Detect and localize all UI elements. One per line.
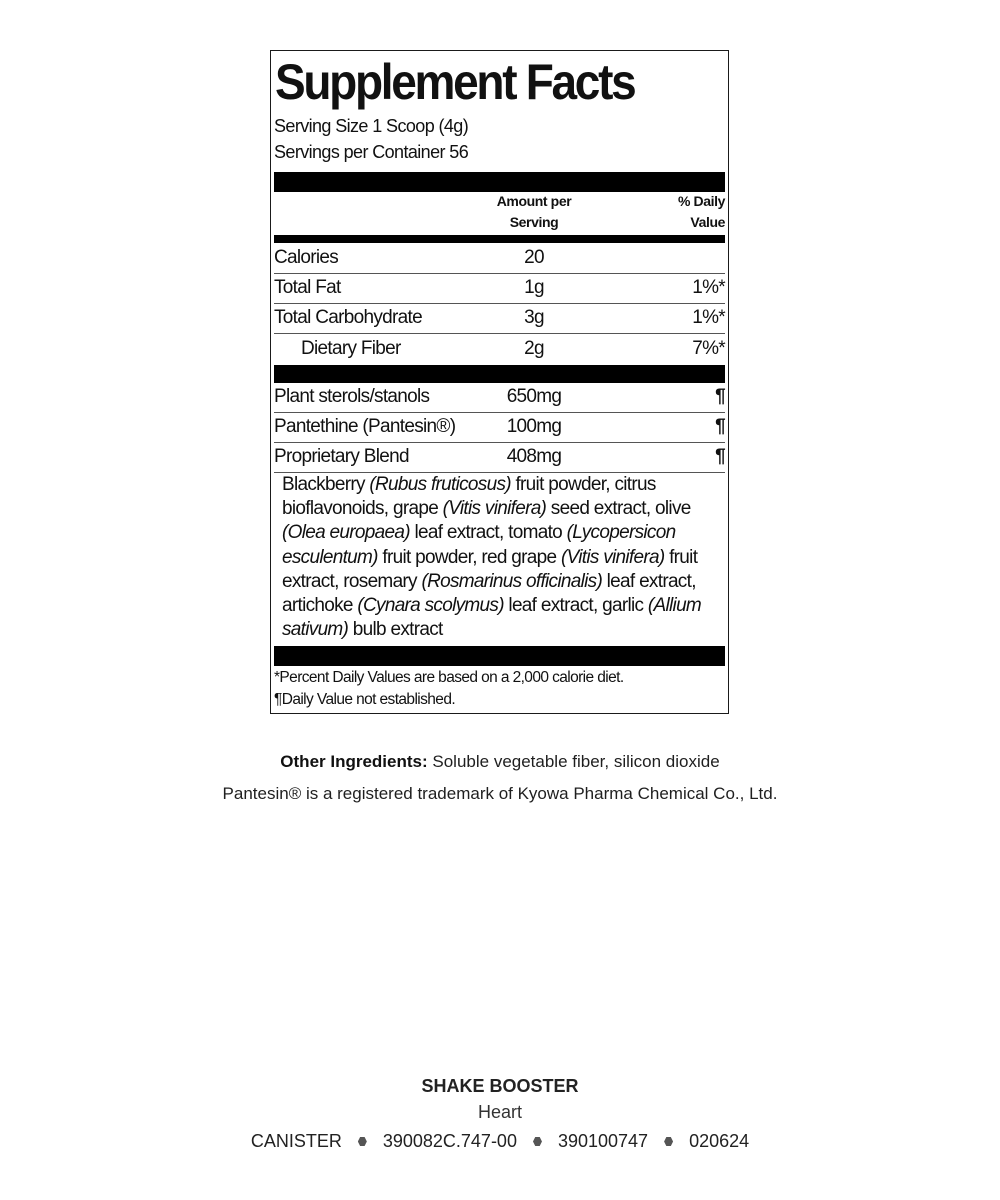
blend-text: fruit powder, red grape <box>377 546 561 568</box>
divider-medium <box>274 235 725 243</box>
hexagon-bullet-icon <box>533 1137 542 1146</box>
botanical-name: (Olea europaea) <box>282 522 410 544</box>
botanical-name: (Vitis vinifera) <box>442 498 547 520</box>
ingredient-row-proprietary-blend: Proprietary Blend 408mg ¶ <box>274 442 725 473</box>
nutrient-row-total-fat: Total Fat 1g 1%* <box>274 273 725 304</box>
footnote-daily-values: *Percent Daily Values are based on a 2,000 calorie diet. <box>274 669 624 686</box>
botanical-name: (Vitis vinifera) <box>560 546 665 568</box>
botanical-name: (Cynara scolymus) <box>357 595 504 617</box>
nutrient-row-calories: Calories 20 <box>274 243 725 274</box>
servings-per-container: Servings per Container 56 <box>274 142 469 162</box>
pilcrow-icon: ¶ <box>715 446 725 467</box>
botanical-name: (Lycopersicon esculentum) <box>282 522 676 568</box>
code-container-type: CANISTER <box>250 1131 342 1151</box>
blend-text: bulb extract <box>348 619 443 641</box>
nutrient-row-total-carbohydrate: Total Carbohydrate 3g 1%* <box>274 303 725 334</box>
other-ingredients-text: Soluble vegetable fiber, silicon dioxide <box>427 752 720 771</box>
divider-thick <box>274 646 725 666</box>
panel-title: Supplement Facts <box>275 54 635 110</box>
blend-text: leaf extract, artichoke <box>282 570 696 617</box>
divider-thick <box>274 172 725 192</box>
column-header-amount: Amount per Serving <box>496 193 572 230</box>
botanical-name: (Rubus fruticosus) <box>369 474 511 495</box>
ingredient-row-pantethine: Pantethine (Pantesin®) 100mg ¶ <box>274 412 725 443</box>
blend-text: Blackberry <box>282 474 370 495</box>
blend-text: fruit extract, rosemary <box>282 546 698 592</box>
column-header-daily-value: % Daily Value <box>678 193 725 230</box>
trademark-notice: Pantesin® is a registered trademark of Kyowa Pharma Chemical Co., Ltd. <box>222 784 778 803</box>
botanical-name: (Rosmarinus officinalis) <box>421 570 603 592</box>
product-name: SHAKE BOOSTER <box>421 1076 579 1096</box>
code-label-number: 390082C.747-00 <box>382 1131 517 1151</box>
blend-text: fruit powder, citrus bioflavonoids, grape <box>282 474 656 520</box>
supplement-facts-panel <box>270 50 729 714</box>
proprietary-blend-description <box>282 473 719 642</box>
nutrient-row-dietary-fiber: Dietary Fiber 2g 7%* <box>301 338 725 359</box>
product-codes <box>0 1131 1000 1152</box>
blend-text: leaf extract, garlic <box>503 595 648 617</box>
other-ingredients <box>0 752 1000 772</box>
pilcrow-icon: ¶ <box>715 416 725 437</box>
divider-thick <box>274 365 725 383</box>
serving-size: Serving Size 1 Scoop (4g) <box>274 116 469 136</box>
ingredient-row-plant-sterols: Plant sterols/stanols 650mg ¶ <box>274 382 725 413</box>
blend-text: seed extract, olive <box>546 498 691 520</box>
product-subtitle: Heart <box>477 1102 522 1122</box>
footnote-not-established: ¶Daily Value not established. <box>274 691 456 708</box>
blend-text: leaf extract, tomato <box>409 522 567 544</box>
botanical-name: (Allium sativum) <box>282 595 702 641</box>
other-ingredients-label: Other Ingredients: <box>280 752 428 771</box>
pilcrow-icon: ¶ <box>715 386 725 407</box>
hexagon-bullet-icon <box>358 1137 367 1146</box>
code-date: 020624 <box>689 1131 750 1151</box>
code-item-number: 390100747 <box>557 1131 649 1151</box>
hexagon-bullet-icon <box>664 1137 673 1146</box>
